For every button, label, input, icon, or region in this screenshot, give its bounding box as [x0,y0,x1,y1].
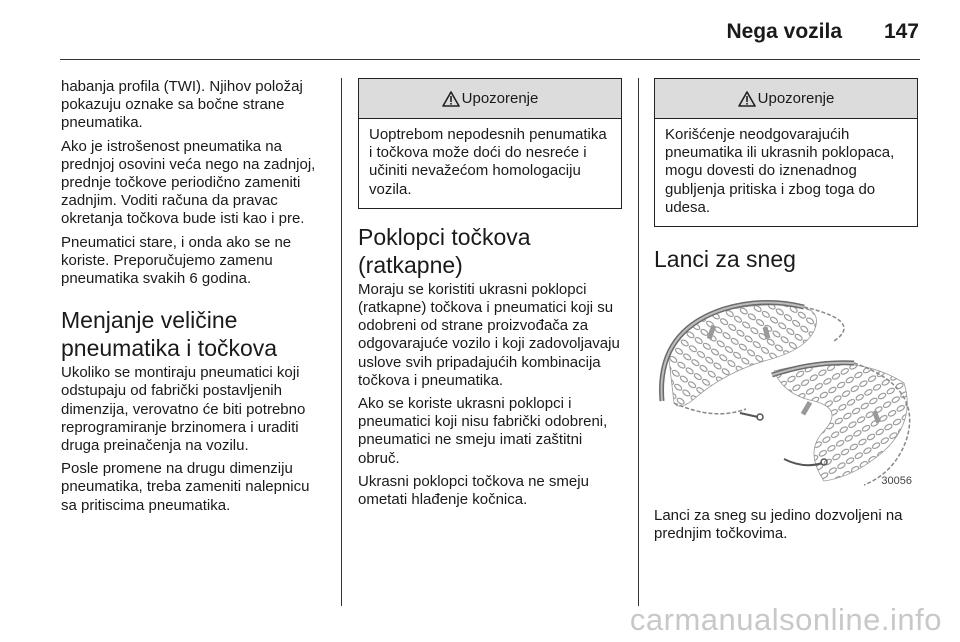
section-title-tire-size: Menjanje veličine pneumatika i točkova [61,307,278,362]
warning-triangle-icon [738,91,756,107]
snow-chains-figure [654,291,918,491]
column-1 [61,78,327,520]
paragraph: habanja profila (TWI). Njihov položaj pokazuju oznake sa bočne strane pneumatika. [61,78,303,132]
warning-triangle-icon [442,91,460,107]
snow-chain-illustration [654,291,918,491]
column-2 [358,78,622,514]
column-divider [341,78,342,606]
page-header [0,0,960,60]
page-number: 147 [883,20,919,43]
header-rule [60,59,920,60]
watermark: carmanualsonline.info [629,602,942,637]
figure-caption: Lanci za sneg su jedino dozvoljeni na prednjim točkovima. [654,507,903,543]
warning-header [655,79,917,119]
warning-box [358,78,622,209]
warning-title: Upozorenje [757,90,835,107]
warning-header [359,79,621,119]
paragraph: Ukoliko se montiraju pneumatici koji odstupaju od fabrički postavljenih dimenzija, verovatno će biti potrebno reprogramiranje brzinomera i uraditi druga preinačenja na vozilu. [61,364,306,455]
warning-text: Korišćenje neodgovarajućih pneumatika ili ukrasnih poklopaca, mogu dovesti do iznenadnog gubljenja pritiska i zbog toga do udesa. [665,126,895,216]
header-title: Nega vozila [726,20,842,43]
column-divider [638,78,639,606]
paragraph: Ukrasni poklopci točkova ne smeju ometati hlađenje kočnica. [358,472,589,509]
paragraph: Moraju se koristiti ukrasni poklopci (ratkapne) točkova i pneumatici koji su odobreni od strane proizvođača za odgovarajuće vozilo i koji zadovoljavaju uslove svih pripadajućih kombinacija točkova i pneumatika. [358,280,620,389]
figure-number: 30056 [881,475,912,488]
warning-title: Upozorenje [461,90,539,107]
warning-box [654,78,918,227]
paragraph: Ako se koriste ukrasni poklopci i pneumatici koji nisu fabrički odobreni, pneumatici ne smeju imati zaštitni obruč. [358,395,608,467]
paragraph: Pneumatici stare, i onda ako se ne koriste. Preporučujemo zamenu pneumatika svakih 6 godina. [61,233,292,288]
column-3 [654,78,922,548]
section-title-wheel-covers: Poklopci točkova (ratkapne) [358,223,531,278]
warning-text: Uoptrebom nepodesnih penumatika i točkova može doći do nesreće i učiniti nevažećom homologaciju vozila. [369,126,607,198]
paragraph: Ako je istrošenost pneumatika na prednjoj osovini veća nego na zadnjoj, prednje točkove periodično zameniti zadnjim. Voditi računa da pravac okretanja točkova bude isti kao i pre. [61,137,316,228]
paragraph: Posle promene na drugu dimenziju pneumatika, treba zameniti nalepnicu sa pritiscima pneumatika. [61,460,310,514]
section-title-snow-chains: Lanci za sneg [654,246,796,273]
